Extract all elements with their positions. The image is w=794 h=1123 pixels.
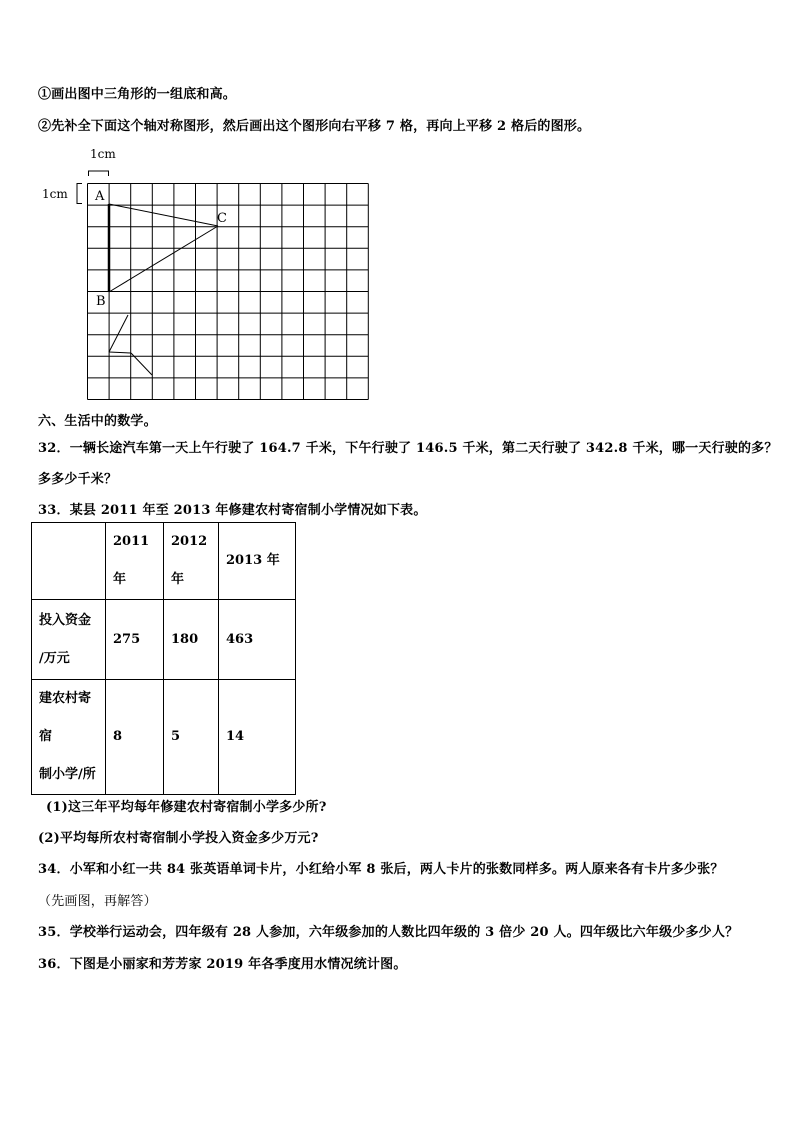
grid-lines	[88, 184, 369, 400]
header-2012-year: 2012	[171, 534, 208, 549]
unit-bracket-left	[77, 184, 82, 204]
grid-svg	[40, 140, 380, 402]
table-corner-cell	[32, 523, 106, 600]
question-32-line2: 多多少千米？	[38, 472, 118, 487]
header-2012-unit: 年	[171, 572, 185, 587]
schools-2011: 8	[106, 680, 164, 795]
row-schools-label-line2: 宿	[39, 729, 53, 744]
triangle-side-ac	[109, 204, 218, 226]
unit-label-left: 1cm	[42, 187, 68, 201]
header-2011-year: 2011	[113, 534, 150, 549]
question-35: 35．学校举行运动会，四年级有 28 人参加，六年级参加的人数比四年级的 3 倍少 20 人。四年级比六年级少多少人？	[38, 925, 739, 940]
funds-2011: 275	[106, 600, 164, 680]
question-32-line1: 32．一辆长途汽车第一天上午行驶了 164.7 千米，下午行驶了 146.5 千米，第二天行驶了 342.8 千米，哪一天行驶的多？	[38, 441, 778, 456]
table-row-schools	[32, 680, 296, 795]
school-table	[31, 522, 296, 795]
point-label-b: B	[96, 294, 106, 309]
row-funds-label-line2: /万元	[39, 650, 70, 666]
row-schools-label-line3: 制小学/所	[39, 767, 96, 782]
grid-figure	[40, 140, 380, 402]
row-funds-label-line1: 投入资金	[39, 612, 92, 628]
symmetry-figure-line-2	[109, 352, 131, 353]
point-label-c: C	[217, 211, 227, 226]
schools-2013: 14	[219, 680, 296, 795]
question-symmetry-translate: ②先补全下面这个轴对称图形，然后画出这个图形向右平移 7 格，再向上平移 2 格后的图形。	[38, 119, 591, 134]
header-2013: 2013 年	[219, 523, 296, 600]
funds-2013: 463	[219, 600, 296, 680]
header-2012	[164, 523, 219, 600]
unit-bracket-top	[89, 171, 109, 176]
question-36: 36．下图是小丽家和芳芳家 2019 年各季度用水情况统计图。	[38, 957, 407, 972]
question-34-line2: （先画图，再解答）	[38, 894, 157, 909]
question-34-line1: 34．小军和小红一共 84 张英语单词卡片，小红给小军 8 张后，两人卡片的张数同样多。两人原来各有卡片多少张？	[38, 862, 724, 877]
row-schools-label-line1: 建农村寄	[39, 691, 92, 706]
unit-label-top: 1cm	[90, 147, 116, 161]
section-title-6: 六、生活中的数学。	[38, 414, 157, 429]
header-2011	[106, 523, 164, 600]
schools-2012: 5	[164, 680, 219, 795]
header-2011-unit: 年	[113, 572, 127, 587]
question-33: 33．某县 2011 年至 2013 年修建农村寄宿制小学情况如下表。	[38, 503, 427, 518]
table-row-funds	[32, 600, 296, 680]
row-schools-label	[32, 680, 106, 795]
question-33-sub2: (2)平均每所农村寄宿制小学投入资金多少万元?	[38, 831, 319, 846]
table-header-row	[32, 523, 296, 600]
row-funds-label	[32, 600, 106, 680]
triangle-side-bc	[109, 226, 218, 292]
funds-2012: 180	[164, 600, 219, 680]
symmetry-figure-line-1	[109, 315, 128, 352]
question-33-sub1: (1)这三年平均每年修建农村寄宿制小学多少所?	[46, 800, 327, 815]
point-label-a: A	[95, 189, 105, 204]
question-draw-base-height: ①画出图中三角形的一组底和高。	[38, 87, 237, 102]
